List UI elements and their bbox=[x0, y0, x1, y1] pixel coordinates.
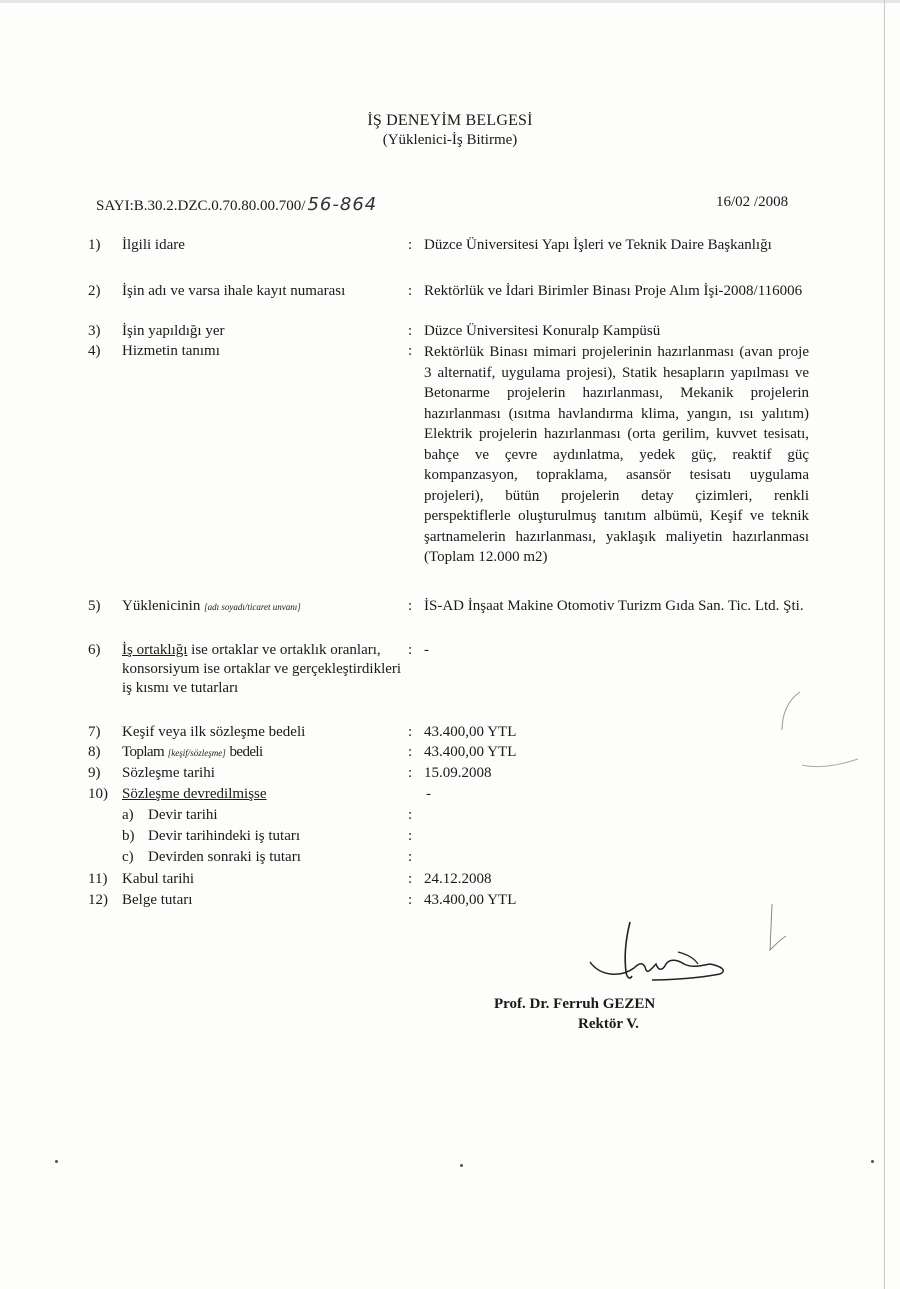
item-number: 11) bbox=[88, 871, 108, 887]
item-colon: : bbox=[408, 642, 413, 658]
item-subletter: c) bbox=[122, 849, 134, 865]
item-label: İlgili idare bbox=[122, 237, 185, 253]
item-value: Rektörlük ve İdari Birimler Binası Proje Alım İşi-2008/116006 bbox=[424, 283, 803, 299]
item-value: 15.09.2008 bbox=[424, 765, 492, 781]
item-label-note: [keşif/sözleşme] bbox=[167, 748, 226, 758]
item-label: Devir tarihindeki iş tutarı bbox=[148, 828, 301, 844]
item-colon: : bbox=[408, 849, 413, 865]
reference-number bbox=[96, 194, 377, 215]
item-number: 7) bbox=[88, 724, 101, 740]
item-colon: : bbox=[408, 237, 413, 253]
item-colon: : bbox=[408, 871, 413, 887]
item-colon: : bbox=[408, 724, 413, 740]
item-label-text: ise ortaklar ve ortaklık oranları, konsorsiyum ise ortaklar ve gerçekleştirdikleri iş kısmı ve tutarları bbox=[122, 642, 402, 696]
item-number: 2) bbox=[88, 283, 101, 299]
item-value: - bbox=[426, 786, 431, 802]
signer-name: Prof. Dr. Ferruh GEZEN bbox=[494, 996, 656, 1012]
item-value: Rektörlük Binası mimari projelerinin hazırlanması (avan proje 3 alternatif, uygulama projesi), Statik hesapların yapılması ve Betonarme projelerin hazırlanması, Mekanik projelerin hazırlanması (ısıtma havlandırma klima, yangın, ısı yalıtım) Elektrik projelerin hazırlanması (orta gerilim, kuvvet tesisatı, bahçe ve çevre aydınlatma, yedek güç, reaktif güç kompanzasyon, topraklama, asansör tesisatı uygulama projeleri), bütün projelerin detay çizimleri, renkli perspektiflerle oluşturulmuş tanıtım albümü, Keşif ve teknik şartnamelerin hazırlanması, yaklaşık maliyetin hazırlanması (Toplam 12.000 m2) bbox=[424, 344, 809, 565]
item-number: 9) bbox=[88, 765, 101, 781]
item-label: Sözleşme devredilmişse bbox=[122, 786, 267, 802]
item-subletter: a) bbox=[122, 807, 134, 823]
item-label bbox=[122, 597, 407, 617]
handwritten-signature bbox=[560, 918, 760, 998]
item-colon: : bbox=[408, 892, 413, 908]
item-number: 12) bbox=[88, 892, 108, 908]
scan-right-edge bbox=[884, 0, 885, 1289]
item-value: Düzce Üniversitesi Konuralp Kampüsü bbox=[424, 323, 661, 339]
reference-printed: SAYI:B.30.2.DZC.0.70.80.00.700/ bbox=[96, 198, 306, 214]
item-label: Hizmetin tanımı bbox=[122, 343, 220, 359]
item-label bbox=[122, 743, 407, 763]
item-number: 6) bbox=[88, 642, 101, 658]
item-number: 5) bbox=[88, 598, 101, 614]
item-label: Sözleşme tarihi bbox=[122, 765, 215, 781]
item-label-text: Yüklenicinin bbox=[122, 598, 201, 614]
item-label-note: [adı soyadı/ticaret unvanı] bbox=[204, 602, 301, 612]
item-number: 4) bbox=[88, 343, 101, 359]
reference-handwritten: 56-864 bbox=[307, 194, 378, 215]
item-colon: : bbox=[408, 807, 413, 823]
item-label: Keşif veya ilk sözleşme bedeli bbox=[122, 724, 306, 740]
item-value: Düzce Üniversitesi Yapı İşleri ve Teknik Daire Başkanlığı bbox=[424, 237, 772, 253]
document-title: İŞ DENEYİM BELGESİ bbox=[367, 112, 533, 129]
item-label: İşin adı ve varsa ihale kayıt numarası bbox=[122, 283, 346, 299]
item-label: Devirden sonraki iş tutarı bbox=[148, 849, 301, 865]
item-colon: : bbox=[408, 744, 413, 760]
scan-top-edge bbox=[0, 0, 900, 3]
item-value: İS-AD İnşaat Makine Otomotiv Turizm Gıda San. Tic. Ltd. Şti. bbox=[424, 598, 804, 614]
signer-title: Rektör V. bbox=[578, 1016, 639, 1032]
document-subtitle: (Yüklenici-İş Bitirme) bbox=[382, 132, 518, 148]
item-number: 10) bbox=[88, 786, 108, 802]
item-colon: : bbox=[408, 765, 413, 781]
item-value: 43.400,00 YTL bbox=[424, 724, 517, 740]
item-label: Kabul tarihi bbox=[122, 871, 195, 887]
scan-mark-curve bbox=[770, 690, 810, 750]
item-number: 1) bbox=[88, 237, 101, 253]
item-label bbox=[122, 641, 402, 698]
item-label: Belge tutarı bbox=[122, 892, 193, 908]
item-label-underlined: İş ortaklığı bbox=[122, 642, 188, 658]
item-label-suffix: bedeli bbox=[229, 744, 263, 760]
document-date: 16/02 /2008 bbox=[716, 194, 789, 210]
scan-speck bbox=[871, 1160, 874, 1163]
item-colon: : bbox=[408, 283, 413, 299]
item-value: 43.400,00 YTL bbox=[424, 744, 517, 760]
scan-speck bbox=[460, 1164, 463, 1167]
item-colon: : bbox=[408, 598, 413, 614]
item-label-text: Toplam bbox=[122, 744, 165, 760]
item-subletter: b) bbox=[122, 828, 135, 844]
item-colon: : bbox=[408, 343, 413, 359]
item-colon: : bbox=[408, 323, 413, 339]
item-value: 24.12.2008 bbox=[424, 871, 492, 887]
scan-mark-hook bbox=[758, 900, 798, 960]
scan-mark-dash bbox=[800, 755, 860, 775]
scan-speck bbox=[55, 1160, 58, 1163]
item-colon: : bbox=[408, 828, 413, 844]
item-label: İşin yapıldığı yer bbox=[122, 323, 225, 339]
item-number: 3) bbox=[88, 323, 101, 339]
item-value: 43.400,00 YTL bbox=[424, 892, 517, 908]
item-number: 8) bbox=[88, 744, 101, 760]
item-label: Devir tarihi bbox=[148, 807, 218, 823]
item-value: - bbox=[424, 642, 429, 658]
